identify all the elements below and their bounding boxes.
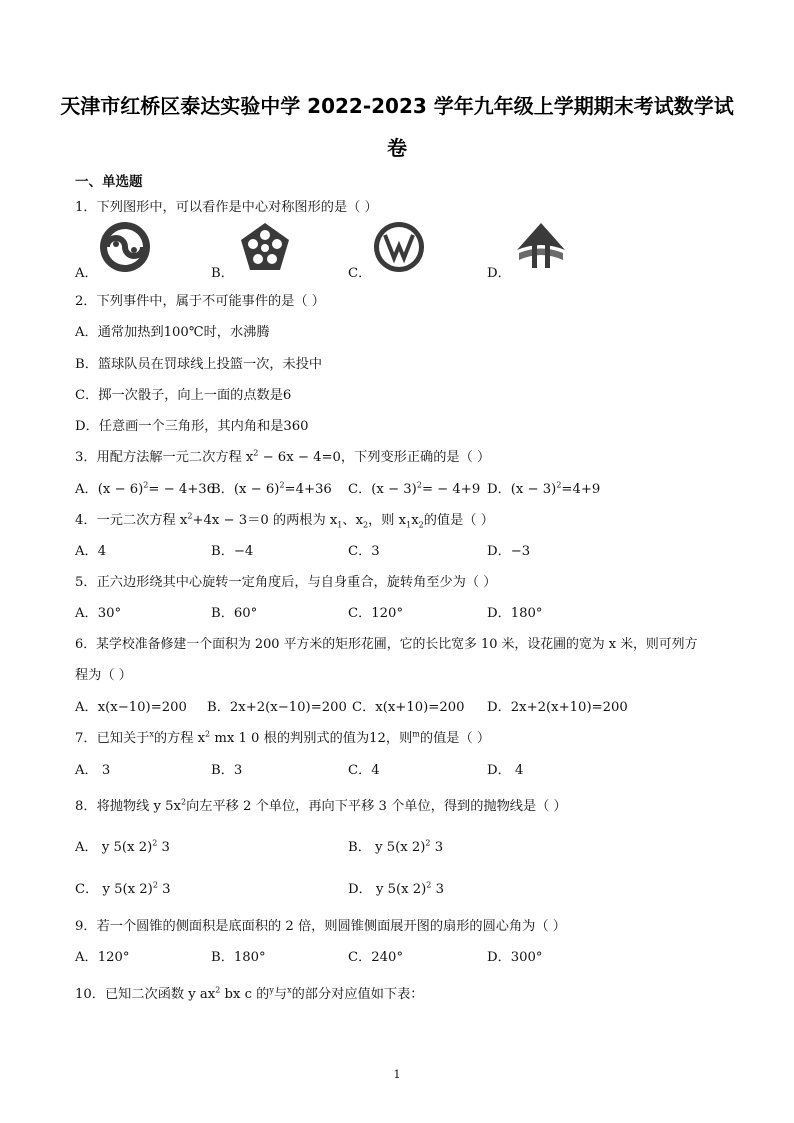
q1-stem: 1．下列图形中，可以看作是中心对称图形的是（ ） bbox=[75, 200, 378, 215]
q1-option-a: A． bbox=[75, 266, 98, 281]
q6-option-c: C．x(x+10)=200 bbox=[352, 700, 465, 715]
q7-option-a: A． 3 bbox=[75, 763, 111, 778]
q2-stem: 2．下列事件中，属于不可能事件的是（ ） bbox=[75, 294, 325, 309]
pentagon-flower-logo-icon bbox=[238, 220, 292, 274]
section-heading: 一、单选题 bbox=[75, 174, 143, 190]
q8-option-c: C． y 5(x 2)$^2$ 3 bbox=[75, 880, 171, 897]
q7-stem: 7．已知关于$^x$的方程 $x^2$ mx 1 0 根的判别式的值为12，则$^m$的值是（ ） bbox=[75, 729, 491, 746]
vw-logo-icon bbox=[372, 220, 426, 274]
q2-option-c: C．掷一次骰子，向上一面的点数是6 bbox=[75, 388, 292, 403]
q3-option-a: A．$(x - 6)^2= - 4+36$ bbox=[75, 480, 216, 497]
q4-option-a: A．4 bbox=[75, 544, 107, 559]
doc-title-line1: 天津市红桥区泰达实验中学 2022-2023 学年九年级上学期期末考试数学试 bbox=[60, 94, 734, 118]
q6-option-b: B．2x+2(x−10)=200 bbox=[207, 700, 347, 715]
q5-option-a: A．30° bbox=[75, 606, 122, 621]
q3-option-d: D．$(x - 3)^2=4+9$ bbox=[487, 480, 601, 497]
q2-option-b: B．篮球队员在罚球线上投篮一次，未投中 bbox=[75, 357, 323, 372]
q5-stem: 5．正六边形绕其中心旋转一定角度后，与自身重合，旋转角至少为（ ） bbox=[75, 575, 497, 590]
q5-option-c: C．120° bbox=[348, 606, 404, 621]
q9-option-c: C．240° bbox=[348, 950, 404, 965]
q9-option-a: A．120° bbox=[75, 950, 130, 965]
q4-option-c: C．3 bbox=[348, 544, 380, 559]
q4-option-b: B．−4 bbox=[211, 544, 254, 559]
q8-option-b: B． y 5(x 2)$^2$ 3 bbox=[348, 838, 444, 855]
mountain-leaf-logo-icon bbox=[514, 220, 568, 274]
doc-title-line2: 卷 bbox=[387, 136, 407, 160]
q2-option-d: D．任意画一个三角形，其内角和是360 bbox=[75, 419, 309, 434]
q7-option-c: C．4 bbox=[348, 763, 380, 778]
q8-stem: 8．将抛物线 y $5x^2$向左平移 2 个单位，再向下平移 3 个单位，得到的抛物线是（ ） bbox=[75, 797, 567, 814]
q8-option-d: D． y 5(x 2)$^2$ 3 bbox=[348, 880, 444, 897]
q10-stem: 10．已知二次函数 y $ax^2$ bx c 的$^y$与$^x$的部分对应值如下表： bbox=[75, 985, 424, 1002]
q1-option-c: C． bbox=[348, 266, 372, 281]
q6-stem-line2: 程为（ ） bbox=[75, 668, 132, 683]
q9-stem: 9．若一个圆锥的侧面积是底面积的 2 倍，则圆锥侧面展开图的扇形的圆心角为（ ） bbox=[75, 919, 566, 934]
q8-option-a: A． y 5(x 2)$^2$ 3 bbox=[75, 838, 170, 855]
q1-option-d: D． bbox=[487, 266, 511, 281]
q9-option-b: B．180° bbox=[211, 950, 266, 965]
q3-option-c: C．$(x - 3)^2= - 4+9$ bbox=[348, 480, 481, 497]
q4-option-d: D．−3 bbox=[487, 544, 531, 559]
yin-yang-logo-icon bbox=[98, 220, 152, 274]
q6-option-d: D．2x+2(x+10)=200 bbox=[487, 700, 628, 715]
q5-option-b: B．60° bbox=[211, 606, 258, 621]
q3-option-b: B．$(x - 6)^2=4+36$ bbox=[211, 480, 332, 497]
q5-option-d: D．180° bbox=[487, 606, 543, 621]
q3-stem: 3．用配方法解一元二次方程 $x^2 - 6x - 4=0$，下列变形正确的是（ ） bbox=[75, 448, 491, 465]
q1-option-b: B． bbox=[211, 266, 234, 281]
page-number: 1 bbox=[393, 1068, 401, 1081]
q2-option-a: A．通常加热到100℃时，水沸腾 bbox=[75, 325, 270, 340]
q4-stem: 4．一元二次方程 $x^2+4x - 3=0$ 的两根为 $x_1$、$x_2$，则 $x_1x_2$的值是（ ） bbox=[75, 511, 494, 530]
q7-option-b: B．3 bbox=[211, 763, 243, 778]
q7-option-d: D． 4 bbox=[487, 763, 524, 778]
q6-stem-line1: 6．某学校准备修建一个面积为 200 平方米的矩形花圃，它的长比宽多 10 米，设花圃的宽为 x 米，则可列方 bbox=[75, 637, 698, 652]
q9-option-d: D．300° bbox=[487, 950, 543, 965]
q6-option-a: A．x(x−10)=200 bbox=[75, 700, 187, 715]
